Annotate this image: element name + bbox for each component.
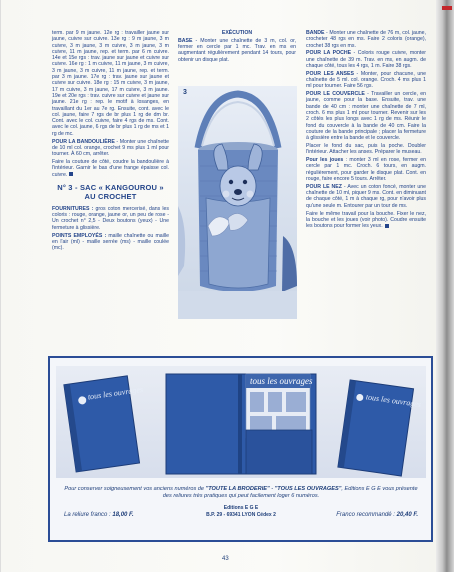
base-text: - Monter une chaînette de 3 m, col. or, fermer en cercle par 1 mc. Trav. en ms en augmentant régulièrement pendant 14 tours, pour obtenir un disque plat. bbox=[178, 37, 296, 63]
photo-number: 3 bbox=[183, 89, 187, 96]
paragraph-joues bbox=[306, 157, 426, 182]
section-heading-bande: BANDE bbox=[306, 30, 325, 36]
bandouliere-text: - Monter une chaînette de 10 ml col. orange, crochet 9 ms plus 1 ml pour tourner. À 60 cm, arrêter. bbox=[52, 138, 169, 158]
anses-text: - Monter, pour chacune, une chaînette de 5 ml. col. orange. Croch. 4 ms plus 1 ml pour tourner. Faire 56 rgs. bbox=[306, 70, 426, 90]
section-heading-poche: POUR LA POCHE bbox=[306, 50, 352, 57]
section-heading-joues: Pour les joues bbox=[306, 157, 344, 164]
article-title-line2: AU CROCHET bbox=[84, 191, 137, 201]
couvercle-text: - Travailler un cercle, en jaune, comme pour la base. Ensuite, trav. une bande de 40 cm : monter une chaînette de 7 ml, croch. 6 ms plus 1 ml pour tourner. Revenir sur les 2 côtés les plus longs avec 1 rg de ms. Réunir le fond du couvercle à la bande de 40 cm. Faire la couture de la bande principale ; placer la fermeture à glissière entre la bande et le couvercle. bbox=[306, 91, 426, 142]
section-heading-points: POINTS EMPLOYÉS : bbox=[52, 232, 107, 239]
ad-text-prefix: Pour conserver soigneusement vos anciens numéros de bbox=[64, 486, 206, 492]
section-heading-anses: POUR LES ANSES bbox=[306, 70, 354, 77]
finish-text: Faire la couture de côté, coudre la bandoulière à l'intérieur. Garnir le bas d'une frange épaisse col. cuivre. bbox=[52, 158, 169, 178]
price-recommande bbox=[336, 512, 418, 518]
paragraph-points bbox=[52, 233, 169, 252]
fournitures-text: gros coton mercerisé, dans les coloris : rouge, orange, jaune or, un peu de rose - Un crochet n° 2,5 - Deux boutons (yeux) - Une fermeture à glissière. bbox=[52, 205, 169, 231]
publisher-name: Editions E G E bbox=[223, 505, 259, 511]
text-column-left bbox=[52, 30, 169, 253]
publisher-postal: B.P. 29 - 69341 LYON Cédex 2 bbox=[206, 511, 276, 518]
page-binding-edge bbox=[436, 0, 454, 572]
section-heading-fournitures: FOURNITURES : bbox=[52, 205, 94, 212]
paragraph-finish bbox=[52, 159, 169, 178]
ad-text-separator: - bbox=[269, 486, 275, 492]
end-mark-icon bbox=[385, 224, 389, 228]
end-mark-icon bbox=[69, 172, 73, 176]
binding-marker bbox=[442, 6, 452, 10]
paragraph-placer: Placer le fond du sac, puis la poche. Doubler l'intérieur. Attacher les anses. Préparer le museau. bbox=[306, 143, 426, 156]
binders-illustration bbox=[56, 366, 426, 478]
page-number: 43 bbox=[222, 556, 229, 562]
price-reliure-value: 18,00 F. bbox=[112, 512, 134, 518]
paragraph-pattern-rows: term. par 9 m jaune. 12e rg : travailler jaune sur jaune, cuivre sur cuivre. 13e rg : 9 m jaune, 3 m cuivre, 3 m jaune, 3 m cuivre, 3 m jaune, 3 m cuivre, 11 m jaune, rep. et term. par 6 m cuivre. 14e et 15e rgs : trav. jaune sur jaune et cuivre sur cuivre. 16e rg : 1 m cuivre, 11 m jaune, 3 m cuivre, 3 m jaune, 3 m cuivre, 11 m jaune, rep. et term. par 3 m jaune. 17e rg : trav. jaune sur jaune et cuivre sur cuivre. 18e rg : 15 m cuivre, 3 m jaune, 17 m cuivre, 3 m jaune, 17 m cuivre, 3 m jaune. 19e et 20e rgs : trav. cuivre sur cuivre et jaune sur jaune. 21e rg : rep. le motif à losanges, en travaillant du 1er au 7e rg. Ensuite, cont. avec le col. jaune, faire 7 rgs de br plus 1 rg de dm br. Cont. avec le col. cuivre, faire 4 rgs de ms. Cont. avec le col. jaune, 6 rgs de br plus 1 rg de ms et 1 rg de mc. bbox=[52, 30, 169, 137]
ad-footer bbox=[60, 505, 422, 535]
binder-advertisement bbox=[48, 356, 433, 542]
binder-photo bbox=[56, 366, 426, 478]
ad-text-ouvrages: "TOUS LES OUVRAGES" bbox=[274, 486, 342, 492]
ad-text-suffix: , Editions E G E vous présente des reliures très pratiques qui peut facilement loger 6 numéros. bbox=[162, 486, 418, 499]
article-title-line1: N° 3 - SAC « KANGOUROU » bbox=[57, 182, 164, 192]
price-recommande-label: Franco recommandé : bbox=[336, 512, 395, 518]
binder-cover-title-right: tous les ouvrages bbox=[365, 392, 422, 410]
poche-text: - Coloris rouge cuivre, monter une chaînette de 39 m. Trav. en ms, en augm. de chaque côté, tous les 4 rgs, 1 m. Faire 38 rgs. bbox=[306, 50, 426, 69]
bande-text: - Monter une chaînette de 76 m, col. jaune, crocheter 48 rgs en ms. Faire 2 coloris (orange), crochet 38 rgs en ms. bbox=[306, 30, 426, 49]
paragraph-final bbox=[306, 211, 426, 230]
ad-description bbox=[60, 486, 422, 500]
paragraph-fournitures bbox=[52, 206, 169, 231]
paragraph-base bbox=[178, 38, 296, 63]
binder-cover-title-left: tous les ouvrages bbox=[87, 384, 144, 402]
publisher-address bbox=[180, 505, 302, 518]
paragraph-poche bbox=[306, 50, 426, 69]
kangaroo-bag-illustration bbox=[178, 86, 297, 319]
price-reliure-label: La reliure franco : bbox=[64, 512, 111, 518]
section-heading-base: BASE bbox=[178, 37, 193, 44]
price-recommande-value: 20,40 F. bbox=[396, 512, 418, 518]
section-heading-execution: EXÉCUTION bbox=[221, 30, 253, 36]
paragraph-nez bbox=[306, 184, 426, 209]
paragraph-bandouliere bbox=[52, 139, 169, 158]
section-heading-bandouliere: POUR LA BANDOULIÈRE bbox=[52, 138, 115, 145]
kangaroo-bag-photo bbox=[178, 86, 297, 319]
section-heading-nez: POUR LE NEZ bbox=[306, 183, 342, 190]
text-column-middle bbox=[178, 30, 296, 64]
magazine-cover-title: tous les ouvrages bbox=[250, 376, 313, 386]
section-heading-couvercle: POUR LE COUVERCLE bbox=[306, 91, 365, 98]
joues-text: : monter 3 ml en rose, fermer en cercle par 1 mc. Croch. 6 tours, en augm. régulièrement, pour garder le disque plat. Cont. en rouge, faire encore 5 tours. Arrêter. bbox=[306, 157, 426, 183]
price-reliure bbox=[64, 512, 134, 518]
article-title bbox=[52, 183, 169, 201]
ad-text-broderie: "TOUTE LA BRODERIE" bbox=[205, 486, 270, 492]
paragraph-anses bbox=[306, 71, 426, 90]
points-text: maille chaînette ou maille en l'air (ml) - maille serrée (ms) - maille coulée (mc). bbox=[52, 232, 169, 252]
final-text: Faire le même travail pour la bouche. Fixer le nez, la bouche et les joues (voir photo). Coudre ensuite les boutons pour former les yeux. bbox=[306, 210, 426, 230]
text-column-right bbox=[306, 30, 426, 231]
paragraph-couvercle bbox=[306, 91, 426, 141]
nez-text: - Avec un coton foncé, monter une chaînette de 10 ml, piquer 9 ms. Cont. en diminuant de chaque côté, 1 m à chaque rg, pour n'avoir plus qu'une seule m. Entourer par un tour de ms. bbox=[306, 183, 426, 209]
paragraph-bande bbox=[306, 30, 426, 49]
